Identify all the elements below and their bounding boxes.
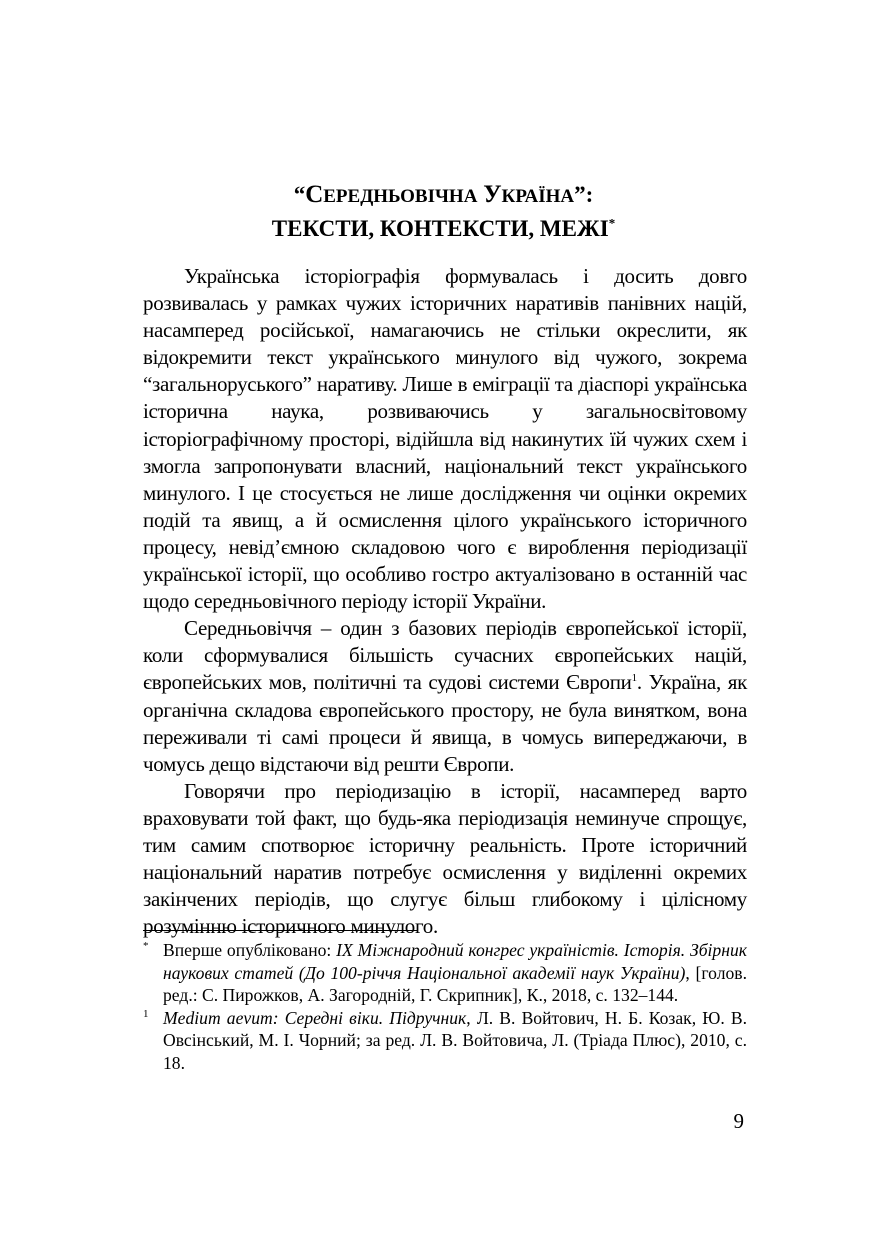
title-close-quote: ”:	[574, 182, 594, 207]
footnotes	[143, 939, 747, 1075]
title-footnote-mark: *	[608, 215, 616, 231]
footnote-star-details: , [голов. ред.: С. Пирожков, А. Загородній, Г. Скрипник], К., 2018, с. 132–144.	[163, 962, 747, 1006]
footnote-star	[143, 939, 747, 1007]
footnote-1	[143, 1007, 747, 1075]
title-word2-rest: КРАЇНА	[501, 186, 575, 207]
footnote-1-mark: 1	[143, 1007, 149, 1020]
footnote-ref-1[interactable]: 1	[631, 672, 637, 685]
paragraph-3: Говорячи про періодизацію в історії, насамперед варто враховувати той факт, що будь-яка періодизація неминуче спрощує, тим самим спотворює історичну реальність. Проте історичний національний наратив потребує осмислення у виділенні окремих закінчених періодів, що слугує більш глибокому і цілісному розумінню історичного минулого.	[143, 778, 747, 939]
chapter-title-line-2	[140, 212, 747, 246]
title-open-quote: “	[293, 182, 306, 207]
paragraph-2	[143, 615, 747, 778]
footnote-separator	[143, 930, 417, 931]
paragraph-1: Українська історіографія формувалась і досить довго розвивалась у рамках чужих історичних наративів панівних націй, насамперед російської, намагаючись не стільки окреслити, як відокремити текст українського минулого від чужого, зокрема “загальноруського” наративу. Лише в еміграції та діаспорі українська історична наука, розвиваючись у загальносвітовому історіографічному просторі, відійшла від накинутих їй чужих схем і змогла запропонувати власний, національний текст українського минулого. І це стосується не лише дослідження чи оцінки окремих подій та явищ, а й осмислення цілого українського історичного процесу, невід’ємною складовою чого є вироблення періодизації української історії, що особливо гостро актуалізовано в останній час щодо середньовічного періоду історії України.	[143, 264, 747, 614]
footnote-star-lead: Вперше опубліковано:	[163, 940, 337, 960]
page-number: 9	[733, 1109, 744, 1133]
chapter-title-line-1	[140, 178, 747, 214]
footnote-star-mark: *	[143, 940, 149, 953]
title-line2-text: ТЕКСТИ, КОНТЕКСТИ, МЕЖІ	[271, 216, 609, 241]
paragraph-2-text-before: Середньовіччя – один з базових періодів європейської історії, коли сформувалися більшість сучасних європейських націй, європейських мов, політичні та судові системи Європи	[143, 616, 747, 695]
footnote-1-source: Medium aevum: Середні віки. Підручник	[163, 1007, 467, 1028]
title-word1-initial: С	[305, 181, 324, 208]
title-word2-initial: У	[483, 181, 502, 208]
title-word1-rest: ЕРЕДНЬОВІЧНА	[323, 186, 478, 207]
body-text	[143, 263, 747, 940]
footnote-star-source: IX Міжнародний конгрес україністів. Історія. Збірник наукових статей (До 100-річчя Національної академії наук України)	[163, 940, 747, 983]
footnote-1-details: , Л. В. Войтович, Н. Б. Козак, Ю. В. Овсінський, М. І. Чорний; за ред. Л. В. Войтовича, Л. (Тріада Плюс), 2010, с. 18.	[163, 1007, 747, 1073]
paragraph-2-text-after: . Україна, як органічна складова європейського простору, не була винятком, вона переживали ті самі процеси й явища, в чомусь випереджаючи, в чомусь дещо відстаючи від решти Європи.	[143, 670, 747, 776]
